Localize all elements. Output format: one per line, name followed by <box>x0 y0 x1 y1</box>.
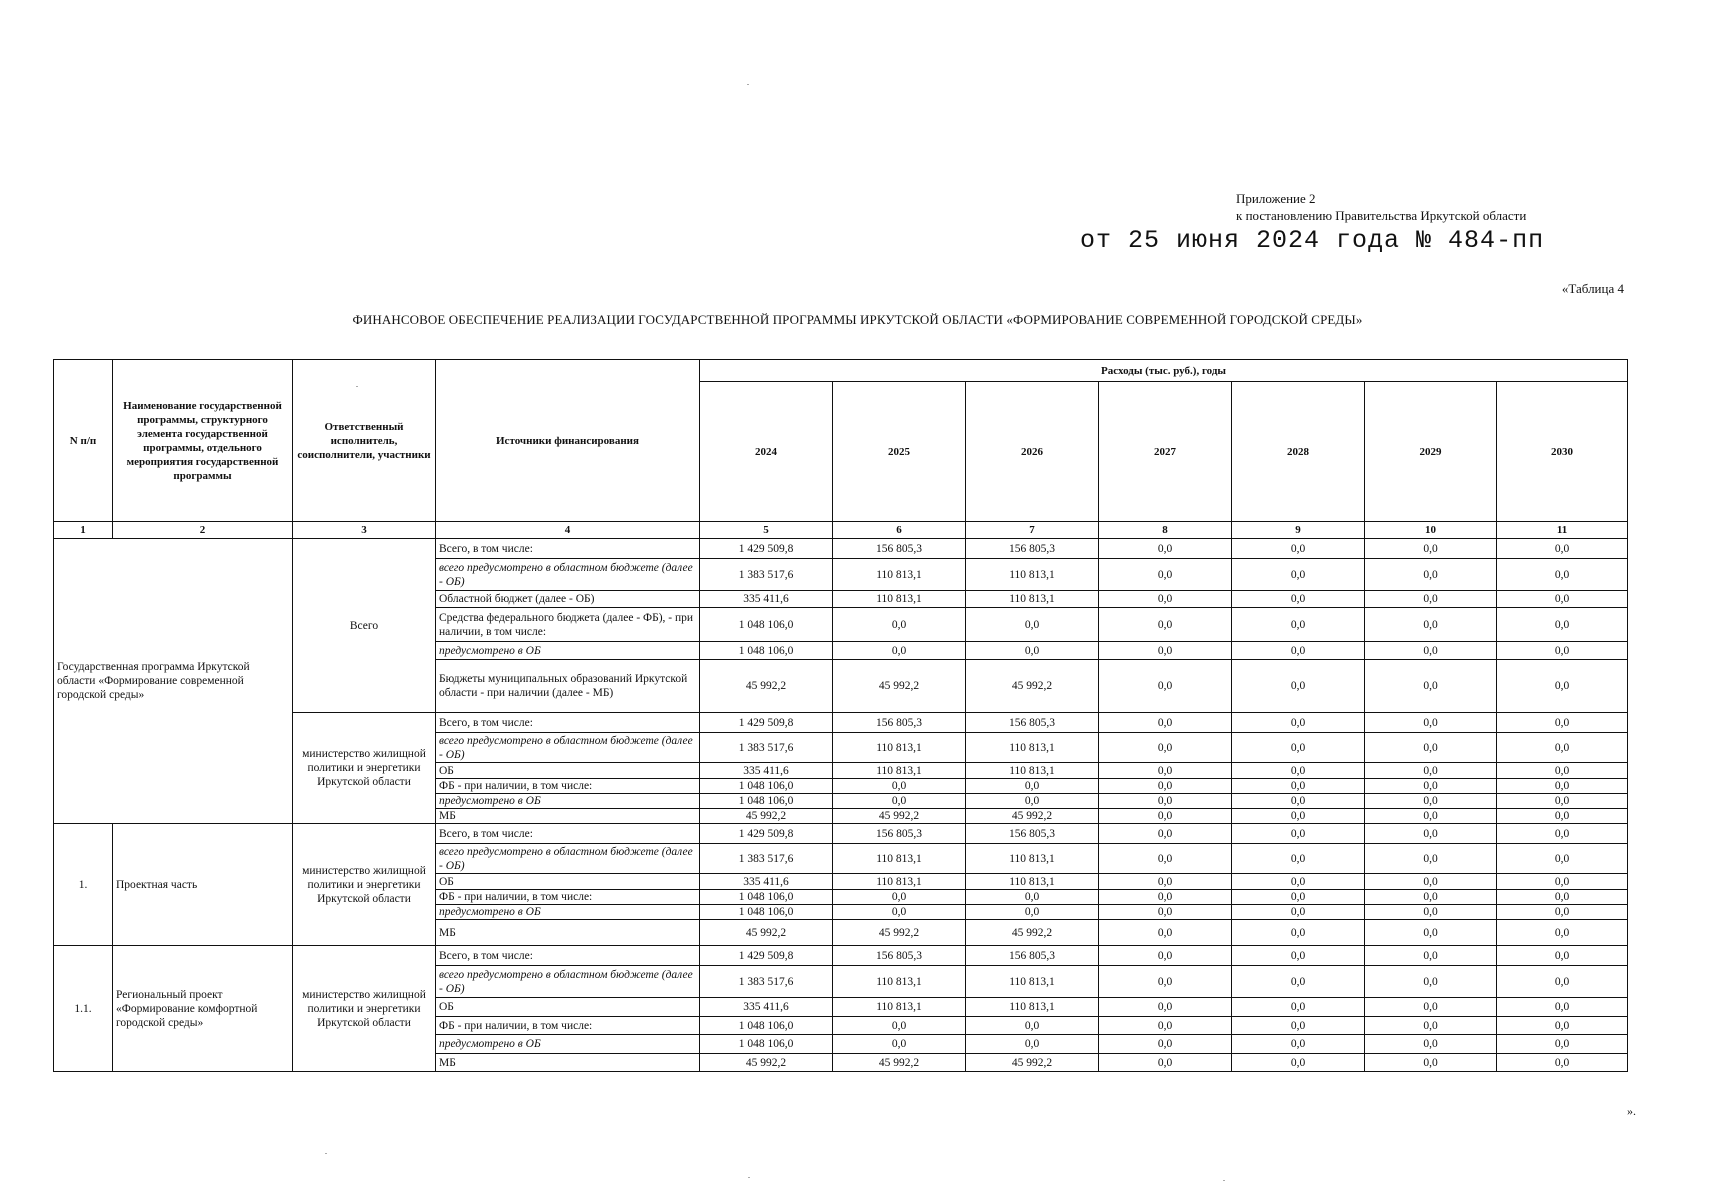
amount-cell: 0,0 <box>1365 608 1497 642</box>
amount-cell: 0,0 <box>1497 824 1628 844</box>
amount-cell: 1 429 509,8 <box>700 713 833 733</box>
executor-cell: министерство жилищной политики и энергетики Иркутской области <box>293 824 436 946</box>
amount-cell: 0,0 <box>1365 890 1497 905</box>
amount-cell: 0,0 <box>1099 966 1232 998</box>
amount-cell: 1 383 517,6 <box>700 559 833 591</box>
amount-cell: 45 992,2 <box>833 809 966 824</box>
amount-cell: 1 429 509,8 <box>700 946 833 966</box>
amount-cell: 0,0 <box>966 642 1099 660</box>
amount-cell: 0,0 <box>966 794 1099 809</box>
closing-quote: ». <box>1627 1104 1636 1118</box>
column-number: 2 <box>113 522 293 539</box>
amount-cell: 1 429 509,8 <box>700 539 833 559</box>
amount-cell: 0,0 <box>1099 890 1232 905</box>
amount-cell: 156 805,3 <box>833 946 966 966</box>
column-number: 1 <box>54 522 113 539</box>
funding-source-cell: Средства федерального бюджета (далее - ФБ), - при наличии, в том числе: <box>436 608 700 642</box>
amount-cell: 45 992,2 <box>966 660 1099 713</box>
document-title: ФИНАНСОВОЕ ОБЕСПЕЧЕНИЕ РЕАЛИЗАЦИИ ГОСУДАРСТВЕННОЙ ПРОГРАММЫ ИРКУТСКОЙ ОБЛАСТИ «ФОРМИРОВАНИЕ СОВРЕМЕННОЙ ГОРОДСКОЙ СРЕДЫ» <box>352 312 1363 327</box>
amount-cell: 0,0 <box>1497 642 1628 660</box>
amount-cell: 45 992,2 <box>833 660 966 713</box>
amount-cell: 45 992,2 <box>700 809 833 824</box>
amount-cell: 0,0 <box>1365 920 1497 946</box>
amount-cell: 0,0 <box>1365 1054 1497 1072</box>
amount-cell: 0,0 <box>1232 966 1365 998</box>
amount-cell: 335 411,6 <box>700 998 833 1017</box>
amount-cell: 0,0 <box>1497 874 1628 890</box>
column-number: 5 <box>700 522 833 539</box>
amount-cell: 110 813,1 <box>966 763 1099 779</box>
amount-cell: 335 411,6 <box>700 763 833 779</box>
amount-cell: 110 813,1 <box>966 733 1099 763</box>
amount-cell: 1 048 106,0 <box>700 642 833 660</box>
amount-cell: 0,0 <box>966 1035 1099 1054</box>
amount-cell: 0,0 <box>1099 559 1232 591</box>
funding-source-cell: Всего, в том числе: <box>436 946 700 966</box>
header-year: 2030 <box>1497 382 1628 522</box>
amount-cell: 110 813,1 <box>833 998 966 1017</box>
amount-cell: 0,0 <box>1099 608 1232 642</box>
amount-cell: 0,0 <box>1365 1017 1497 1035</box>
amount-cell: 0,0 <box>1497 763 1628 779</box>
amount-cell: 0,0 <box>1365 905 1497 920</box>
amount-cell: 0,0 <box>1232 874 1365 890</box>
decree-stamp: от 25 июня 2024 года № 484-пп <box>1080 226 1545 255</box>
executor-cell: министерство жилищной политики и энергетики Иркутской области <box>293 713 436 824</box>
amount-cell: 0,0 <box>1497 998 1628 1017</box>
header-year: 2025 <box>833 382 966 522</box>
funding-source-cell: всего предусмотрено в областном бюджете (далее - ОБ) <box>436 844 700 874</box>
amount-cell: 0,0 <box>1232 890 1365 905</box>
header-num: N п/п <box>54 360 113 522</box>
amount-cell: 45 992,2 <box>833 920 966 946</box>
amount-cell: 0,0 <box>1365 660 1497 713</box>
amount-cell: 156 805,3 <box>833 713 966 733</box>
amount-cell: 0,0 <box>1232 1017 1365 1035</box>
amount-cell: 1 048 106,0 <box>700 779 833 794</box>
funding-source-cell: ОБ <box>436 874 700 890</box>
column-number: 6 <box>833 522 966 539</box>
amount-cell: 0,0 <box>1365 998 1497 1017</box>
header-year: 2024 <box>700 382 833 522</box>
amount-cell: 0,0 <box>1365 539 1497 559</box>
amount-cell: 110 813,1 <box>833 763 966 779</box>
header-year: 2029 <box>1365 382 1497 522</box>
amount-cell: 156 805,3 <box>833 824 966 844</box>
amount-cell: 0,0 <box>966 1017 1099 1035</box>
funding-source-cell: Областной бюджет (далее - ОБ) <box>436 591 700 608</box>
funding-source-cell: всего предусмотрено в областном бюджете (далее - ОБ) <box>436 733 700 763</box>
amount-cell: 0,0 <box>1099 539 1232 559</box>
amount-cell: 0,0 <box>1099 824 1232 844</box>
amount-cell: 0,0 <box>1497 713 1628 733</box>
amount-cell: 110 813,1 <box>966 844 1099 874</box>
amount-cell: 0,0 <box>1099 763 1232 779</box>
amount-cell: 0,0 <box>1099 1035 1232 1054</box>
table-row <box>54 824 1628 844</box>
scan-speck <box>1223 1180 1225 1181</box>
amount-cell: 0,0 <box>1365 966 1497 998</box>
amount-cell: 0,0 <box>833 608 966 642</box>
amount-cell: 0,0 <box>1099 713 1232 733</box>
amount-cell: 0,0 <box>833 905 966 920</box>
amount-cell: 335 411,6 <box>700 874 833 890</box>
amount-cell: 1 048 106,0 <box>700 608 833 642</box>
amount-cell: 0,0 <box>1497 966 1628 998</box>
amount-cell: 0,0 <box>1099 1017 1232 1035</box>
amount-cell: 335 411,6 <box>700 591 833 608</box>
amount-cell: 45 992,2 <box>700 1054 833 1072</box>
amount-cell: 0,0 <box>1365 591 1497 608</box>
amount-cell: 0,0 <box>1099 905 1232 920</box>
amount-cell: 1 429 509,8 <box>700 824 833 844</box>
funding-source-cell: МБ <box>436 1054 700 1072</box>
amount-cell: 0,0 <box>1497 794 1628 809</box>
column-number: 3 <box>293 522 436 539</box>
amount-cell: 110 813,1 <box>966 559 1099 591</box>
amount-cell: 0,0 <box>1365 779 1497 794</box>
amount-cell: 1 048 106,0 <box>700 794 833 809</box>
amount-cell: 0,0 <box>1497 1017 1628 1035</box>
amount-cell: 0,0 <box>1365 874 1497 890</box>
element-name-cell: Проектная часть <box>113 824 293 946</box>
amount-cell: 0,0 <box>1497 779 1628 794</box>
amount-cell: 110 813,1 <box>833 559 966 591</box>
funding-source-cell: Всего, в том числе: <box>436 539 700 559</box>
amount-cell: 0,0 <box>1365 642 1497 660</box>
amount-cell: 110 813,1 <box>833 874 966 890</box>
executor-cell: Всего <box>293 539 436 713</box>
funding-source-cell: Всего, в том числе: <box>436 824 700 844</box>
amount-cell: 0,0 <box>1365 794 1497 809</box>
amount-cell: 0,0 <box>1497 591 1628 608</box>
amount-cell: 0,0 <box>1232 844 1365 874</box>
amount-cell: 0,0 <box>966 779 1099 794</box>
amount-cell: 0,0 <box>1232 591 1365 608</box>
amount-cell: 45 992,2 <box>966 809 1099 824</box>
amount-cell: 1 383 517,6 <box>700 733 833 763</box>
header-name: Наименование государственной программы, структурного элемента государственной программы, отдельного мероприятия государственной программы <box>113 360 293 522</box>
funding-source-cell: всего предусмотрено в областном бюджете (далее - ОБ) <box>436 966 700 998</box>
amount-cell: 156 805,3 <box>966 946 1099 966</box>
amount-cell: 110 813,1 <box>966 591 1099 608</box>
amount-cell: 0,0 <box>1497 733 1628 763</box>
amount-cell: 0,0 <box>1497 844 1628 874</box>
amount-cell: 0,0 <box>1497 539 1628 559</box>
header-exec: Ответственный исполнитель, соисполнители, участники <box>293 360 436 522</box>
amount-cell: 156 805,3 <box>966 539 1099 559</box>
amount-cell: 0,0 <box>833 1035 966 1054</box>
funding-source-cell: всего предусмотрено в областном бюджете (далее - ОБ) <box>436 559 700 591</box>
amount-cell: 0,0 <box>1365 824 1497 844</box>
amount-cell: 0,0 <box>1099 920 1232 946</box>
column-number: 4 <box>436 522 700 539</box>
header-expenses: Расходы (тыс. руб.), годы <box>700 360 1628 382</box>
amount-cell: 0,0 <box>1232 763 1365 779</box>
amount-cell: 0,0 <box>1232 733 1365 763</box>
amount-cell: 0,0 <box>1497 608 1628 642</box>
amount-cell: 110 813,1 <box>833 733 966 763</box>
funding-source-cell: предусмотрено в ОБ <box>436 642 700 660</box>
amount-cell: 0,0 <box>1099 946 1232 966</box>
amount-cell: 156 805,3 <box>833 539 966 559</box>
executor-cell: министерство жилищной политики и энергетики Иркутской области <box>293 946 436 1072</box>
amount-cell: 0,0 <box>1232 608 1365 642</box>
scan-speck <box>748 1177 750 1178</box>
amount-cell: 0,0 <box>833 1017 966 1035</box>
amount-cell: 0,0 <box>966 905 1099 920</box>
amount-cell: 1 383 517,6 <box>700 844 833 874</box>
funding-source-cell: ФБ - при наличии, в том числе: <box>436 890 700 905</box>
table-label: «Таблица 4 <box>1561 281 1624 296</box>
amount-cell: 0,0 <box>1365 733 1497 763</box>
amount-cell: 0,0 <box>1099 794 1232 809</box>
amount-cell: 0,0 <box>966 890 1099 905</box>
amount-cell: 110 813,1 <box>833 591 966 608</box>
annex-line-2: к постановлению Правительства Иркутской области <box>1236 208 1527 223</box>
amount-cell: 0,0 <box>1232 1054 1365 1072</box>
amount-cell: 0,0 <box>1099 779 1232 794</box>
amount-cell: 110 813,1 <box>966 966 1099 998</box>
amount-cell: 1 048 106,0 <box>700 1035 833 1054</box>
column-number: 9 <box>1232 522 1365 539</box>
table-row <box>54 946 1628 966</box>
amount-cell: 0,0 <box>1365 844 1497 874</box>
amount-cell: 45 992,2 <box>966 920 1099 946</box>
amount-cell: 0,0 <box>1099 642 1232 660</box>
funding-source-cell: ОБ <box>436 763 700 779</box>
funding-source-cell: ФБ - при наличии, в том числе: <box>436 779 700 794</box>
amount-cell: 0,0 <box>1099 809 1232 824</box>
funding-source-cell: предусмотрено в ОБ <box>436 905 700 920</box>
scan-speck <box>325 1153 327 1154</box>
amount-cell: 0,0 <box>833 779 966 794</box>
funding-source-cell: предусмотрено в ОБ <box>436 794 700 809</box>
amount-cell: 45 992,2 <box>833 1054 966 1072</box>
amount-cell: 0,0 <box>1497 559 1628 591</box>
header-source: Источники финансирования <box>436 360 700 522</box>
amount-cell: 0,0 <box>1232 794 1365 809</box>
table-row <box>54 539 1628 559</box>
amount-cell: 0,0 <box>833 794 966 809</box>
amount-cell: 0,0 <box>1099 844 1232 874</box>
element-name-cell: Региональный проект «Формирование комфортной городской среды» <box>113 946 293 1072</box>
amount-cell: 0,0 <box>1365 809 1497 824</box>
amount-cell: 0,0 <box>1232 660 1365 713</box>
amount-cell: 0,0 <box>1365 946 1497 966</box>
amount-cell: 0,0 <box>833 642 966 660</box>
amount-cell: 110 813,1 <box>966 874 1099 890</box>
column-number: 8 <box>1099 522 1232 539</box>
amount-cell: 0,0 <box>1232 779 1365 794</box>
amount-cell: 110 813,1 <box>833 966 966 998</box>
funding-source-cell: ФБ - при наличии, в том числе: <box>436 1017 700 1035</box>
amount-cell: 110 813,1 <box>966 998 1099 1017</box>
amount-cell: 0,0 <box>1232 1035 1365 1054</box>
financing-table <box>53 359 1628 1072</box>
amount-cell: 45 992,2 <box>700 660 833 713</box>
funding-source-cell: МБ <box>436 809 700 824</box>
amount-cell: 0,0 <box>1099 591 1232 608</box>
program-name-cell: Государственная программа Иркутской области «Формирование современной городской среды» <box>54 539 293 824</box>
amount-cell: 0,0 <box>1099 660 1232 713</box>
amount-cell: 0,0 <box>966 608 1099 642</box>
row-number-cell: 1.1. <box>54 946 113 1072</box>
amount-cell: 0,0 <box>1099 874 1232 890</box>
amount-cell: 45 992,2 <box>700 920 833 946</box>
amount-cell: 0,0 <box>1365 713 1497 733</box>
amount-cell: 156 805,3 <box>966 824 1099 844</box>
amount-cell: 0,0 <box>1497 946 1628 966</box>
amount-cell: 0,0 <box>1232 713 1365 733</box>
amount-cell: 1 048 106,0 <box>700 890 833 905</box>
amount-cell: 0,0 <box>1232 998 1365 1017</box>
amount-cell: 110 813,1 <box>833 844 966 874</box>
amount-cell: 0,0 <box>1365 559 1497 591</box>
amount-cell: 0,0 <box>1497 809 1628 824</box>
amount-cell: 0,0 <box>1232 946 1365 966</box>
amount-cell: 0,0 <box>1232 642 1365 660</box>
annex-line-1: Приложение 2 <box>1236 191 1316 206</box>
amount-cell: 0,0 <box>1099 1054 1232 1072</box>
amount-cell: 0,0 <box>1232 905 1365 920</box>
amount-cell: 0,0 <box>1497 920 1628 946</box>
amount-cell: 1 048 106,0 <box>700 905 833 920</box>
amount-cell: 0,0 <box>1497 1054 1628 1072</box>
amount-cell: 0,0 <box>1497 905 1628 920</box>
funding-source-cell: МБ <box>436 920 700 946</box>
amount-cell: 0,0 <box>1232 539 1365 559</box>
amount-cell: 1 048 106,0 <box>700 1017 833 1035</box>
funding-source-cell: предусмотрено в ОБ <box>436 1035 700 1054</box>
amount-cell: 0,0 <box>1099 998 1232 1017</box>
header-year: 2026 <box>966 382 1099 522</box>
amount-cell: 0,0 <box>1497 660 1628 713</box>
funding-source-cell: Всего, в том числе: <box>436 713 700 733</box>
amount-cell: 0,0 <box>1232 824 1365 844</box>
amount-cell: 1 383 517,6 <box>700 966 833 998</box>
amount-cell: 156 805,3 <box>966 713 1099 733</box>
row-number-cell: 1. <box>54 824 113 946</box>
column-number: 7 <box>966 522 1099 539</box>
amount-cell: 0,0 <box>1365 1035 1497 1054</box>
scan-speck <box>747 84 749 85</box>
amount-cell: 0,0 <box>1497 1035 1628 1054</box>
amount-cell: 0,0 <box>1365 763 1497 779</box>
amount-cell: 0,0 <box>1232 809 1365 824</box>
column-number: 11 <box>1497 522 1628 539</box>
amount-cell: 0,0 <box>1099 733 1232 763</box>
funding-source-cell: Бюджеты муниципальных образований Иркутской области - при наличии (далее - МБ) <box>436 660 700 713</box>
funding-source-cell: ОБ <box>436 998 700 1017</box>
amount-cell: 0,0 <box>1232 559 1365 591</box>
amount-cell: 0,0 <box>1232 920 1365 946</box>
annex-heading <box>1236 190 1526 224</box>
amount-cell: 0,0 <box>1497 890 1628 905</box>
header-year: 2027 <box>1099 382 1232 522</box>
column-number: 10 <box>1365 522 1497 539</box>
amount-cell: 45 992,2 <box>966 1054 1099 1072</box>
amount-cell: 0,0 <box>833 890 966 905</box>
header-year: 2028 <box>1232 382 1365 522</box>
